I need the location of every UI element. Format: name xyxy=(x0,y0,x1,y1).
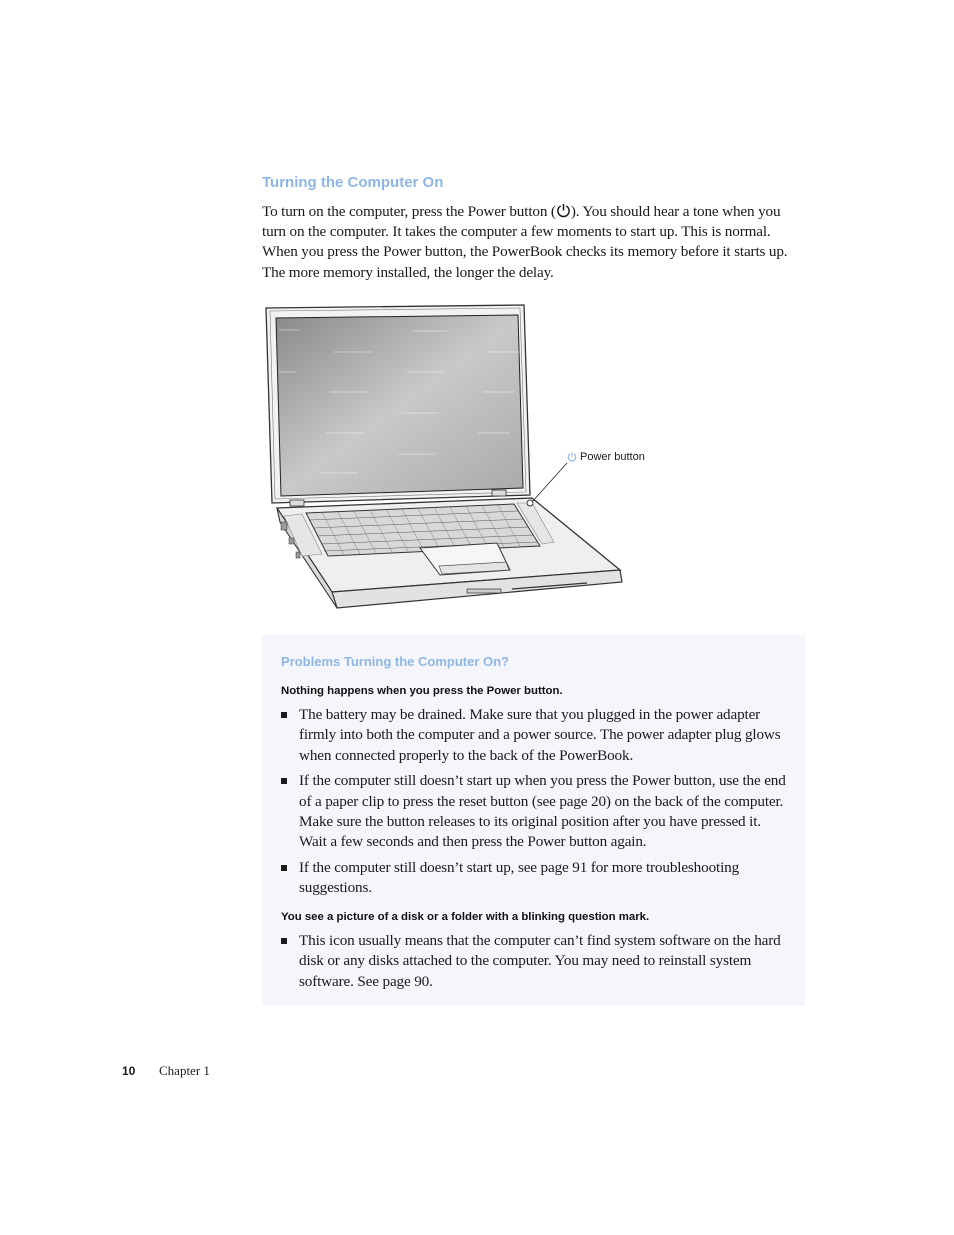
callout-label: Power button xyxy=(580,451,645,463)
intro-paragraph xyxy=(262,202,807,283)
page-number: 10 xyxy=(122,1064,136,1078)
list-item-text: The battery may be drained. Make sure that you plugged in the power adapter firmly into both the computer and a power source. The power adapter plug glows when connected properly to the back of the PowerBook. xyxy=(299,706,781,764)
chapter-label: Chapter 1 xyxy=(159,1063,210,1078)
list-item xyxy=(281,858,791,899)
power-button-callout xyxy=(567,451,645,463)
problem-list xyxy=(281,931,791,997)
list-item-text: If the computer still doesn’t start up when you press the Power button, use the end of a paper clip to press the reset button (see page 20) on the back of the computer. Make sure the button releases to its original position after you have pressed it. Wait a few seconds and then press the Power button again. xyxy=(299,772,786,851)
problem-subheading: You see a picture of a disk or a folder with a blinking question mark. xyxy=(281,911,650,923)
list-item xyxy=(281,705,791,766)
bullet-icon xyxy=(281,778,287,784)
intro-text-1: To turn on the computer, press the Power button ( xyxy=(262,203,556,220)
troubleshooting-box xyxy=(262,635,805,1006)
power-icon xyxy=(556,203,571,218)
list-item-text: If the computer still doesn’t start up, see page 91 for more troubleshooting suggestions. xyxy=(299,858,740,897)
list-item xyxy=(281,771,791,853)
bullet-icon xyxy=(281,865,287,871)
list-item xyxy=(281,931,791,992)
troubleshooting-title: Problems Turning the Computer On? xyxy=(281,654,509,669)
bullet-icon xyxy=(281,938,287,944)
problem-subheading: Nothing happens when you press the Power button. xyxy=(281,685,563,697)
problem-list xyxy=(281,705,791,904)
intro-text-2: ). You should hear a tone when you turn on the computer. It takes the computer a few moments to start up. This is normal. When you press the Power button, the PowerBook checks its memory before it starts up. The more memory installed, the longer the delay. xyxy=(262,203,788,281)
list-item-text: This icon usually means that the computer can’t find system software on the hard disk or any disks attached to the computer. You may need to reinstall system software. See page 90. xyxy=(299,932,781,990)
bullet-icon xyxy=(281,712,287,718)
power-icon xyxy=(567,452,577,462)
section-heading: Turning the Computer On xyxy=(262,174,444,191)
